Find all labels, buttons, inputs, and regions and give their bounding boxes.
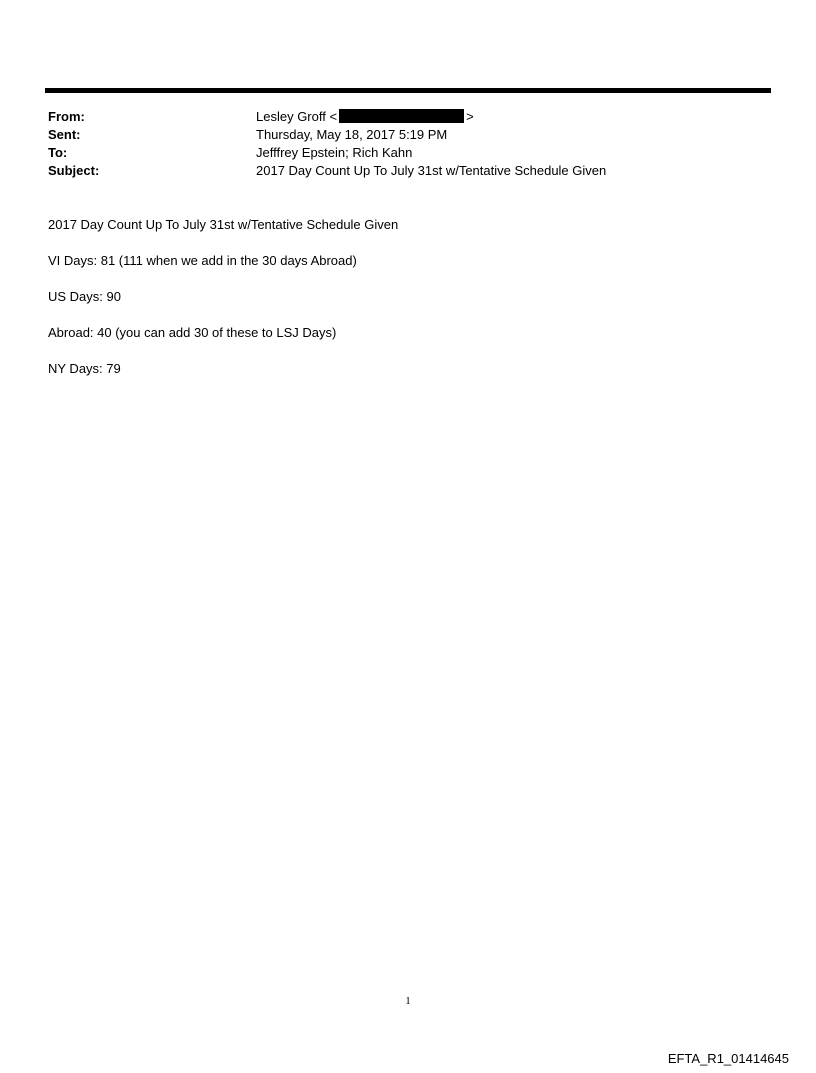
sent-label: Sent: (48, 127, 81, 142)
body-line-us-days: US Days: 90 (48, 289, 121, 304)
email-header (48, 108, 768, 180)
redacted-email-address (339, 109, 464, 123)
sent-row (48, 126, 768, 144)
subject-row (48, 162, 768, 180)
body-line-abroad: Abroad: 40 (you can add 30 of these to LSJ Days) (48, 325, 337, 340)
body-line-vi-days: VI Days: 81 (111 when we add in the 30 days Abroad) (48, 253, 357, 268)
from-label: From: (48, 109, 85, 124)
sender-email-close: > (466, 109, 474, 124)
to-value: Jefffrey Epstein; Rich Kahn (256, 145, 413, 160)
from-value (256, 108, 474, 126)
sent-value: Thursday, May 18, 2017 5:19 PM (256, 127, 448, 142)
bates-number: EFTA_R1_01414645 (667, 1051, 789, 1066)
subject-label: Subject: (48, 163, 100, 178)
subject-value: 2017 Day Count Up To July 31st w/Tentative Schedule Given (256, 163, 607, 178)
page-number: 1 (405, 995, 411, 1007)
body-line-title: 2017 Day Count Up To July 31st w/Tentative Schedule Given (48, 217, 399, 232)
body-line-ny-days: NY Days: 79 (48, 361, 121, 376)
from-row (48, 108, 768, 126)
to-row (48, 144, 768, 162)
to-label: To: (48, 145, 68, 160)
sender-name: Lesley Groff < (256, 109, 338, 124)
header-divider (45, 88, 771, 93)
email-body (48, 216, 768, 396)
